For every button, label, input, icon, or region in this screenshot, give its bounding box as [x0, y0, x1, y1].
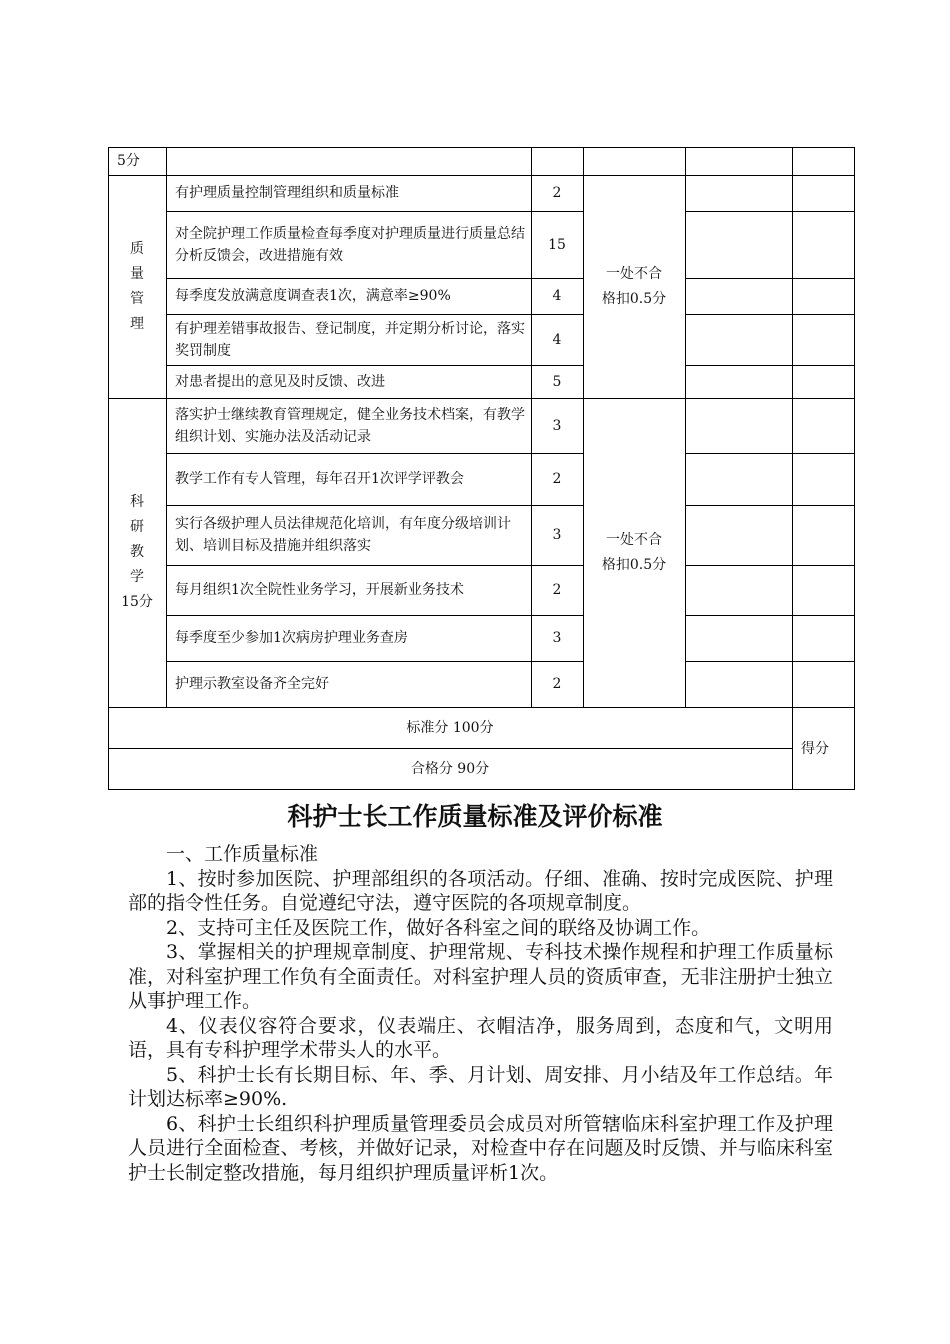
criterion-score: 3 — [552, 417, 562, 434]
table-rule — [685, 175, 686, 398]
remark-cell — [792, 314, 855, 365]
section-category-char: 学 — [130, 569, 144, 585]
section-category-char: 研 — [130, 519, 144, 535]
standard-paragraph: 5、科护士长有长期目标、年、季、月计划、周安排、月小结及年工作总结。年计划达标率≥90%. — [128, 1063, 833, 1110]
table-rule — [583, 398, 584, 707]
section-deduction-rule — [583, 398, 685, 707]
assessment-cell — [685, 175, 792, 211]
section-deduction-rule — [583, 175, 685, 398]
criterion-score: 15 — [548, 236, 566, 253]
criterion-score: 2 — [552, 185, 562, 201]
standard-paragraph: 6、科护士长组织科护理质量管理委员会成员对所管辖临床科室护理工作及护理人员进行全面检查、考核，并做好记录，对检查中存在问题及时反馈、并与临床科室护士长制定整改措施，每月组织护理质量评析1次。 — [128, 1112, 833, 1184]
remark-cell — [792, 365, 855, 398]
deduction-rule-line: 格扣0.5分 — [601, 556, 667, 573]
remark-cell — [792, 505, 855, 565]
criterion-text: 实行各级护理人员法律规范化培训，有年度分级培训计划、培训目标及措施并组织落实 — [175, 516, 511, 554]
section-category-char: 量 — [130, 265, 144, 282]
document-body — [128, 842, 833, 1185]
criterion-text: 落实护士继续教育管理规定，健全业务技术档案，有教学组织计划、实施办法及活动记录 — [175, 406, 525, 445]
assessment-cell — [685, 278, 792, 314]
remark-cell — [792, 278, 855, 314]
standard-paragraph: 1、按时参加医院、护理部组织的各项活动。仔细、准确、按时完成医院、护理部的指令性任务。自觉遵纪守法，遵守医院的各项规章制度。 — [128, 867, 833, 914]
table-rule — [108, 748, 792, 749]
criterion-text: 护理示教室设备齐全完好 — [175, 676, 329, 692]
deduction-rule-line: 一处不合 — [606, 531, 662, 548]
criterion-score: 4 — [552, 288, 562, 304]
table-rule — [583, 175, 584, 398]
table-rule — [583, 147, 584, 175]
section-category-char: 质 — [130, 240, 144, 257]
table-rule — [792, 175, 793, 398]
table-rule — [108, 147, 855, 148]
criterion-text: 每季度至少参加1次病房护理业务查房 — [175, 630, 408, 646]
evaluation-table — [108, 147, 855, 790]
criterion-text: 有护理质量控制管理组织和质量标准 — [175, 185, 399, 201]
section-category-char: 管 — [130, 290, 144, 307]
criterion-score: 3 — [552, 630, 562, 646]
assessment-cell — [685, 398, 792, 453]
table-rule — [685, 398, 686, 707]
criterion-text: 对全院护理工作质量检查每季度对护理质量进行质量总结分析反馈会，改进措施有效 — [175, 225, 525, 264]
section-category — [108, 398, 166, 707]
criterion-score: 2 — [552, 471, 562, 487]
earned-score-label: 得分 — [801, 740, 829, 757]
remark-cell — [792, 615, 855, 661]
table-rule — [531, 175, 532, 398]
document-title: 科护士长工作质量标准及评价标准 — [287, 802, 663, 831]
section-heading: 一、工作质量标准 — [166, 843, 319, 865]
assessment-cell — [685, 615, 792, 661]
assessment-cell — [685, 453, 792, 505]
table-rule — [531, 147, 532, 175]
assessment-cell — [685, 565, 792, 615]
remark-cell — [792, 453, 855, 505]
standard-paragraph: 4、仪表仪容符合要求，仪表端庄、衣帽洁净，服务周到，态度和气，文明用语，具有专科护理学术带头人的水平。 — [128, 1014, 833, 1061]
criterion-text: 教学工作有专人管理，每年召开1次评学评教会 — [175, 471, 464, 487]
section-category-char: 15分 — [121, 594, 153, 610]
table-rule — [166, 398, 167, 707]
table-rule — [166, 175, 167, 398]
assessment-cell — [685, 505, 792, 565]
assessment-cell — [685, 211, 792, 278]
remark-cell — [792, 565, 855, 615]
criterion-score: 5 — [552, 373, 562, 390]
section-category — [108, 175, 166, 398]
table-rule — [166, 147, 167, 175]
remark-cell — [792, 398, 855, 453]
table-cell-category-top: 5分 — [117, 153, 140, 169]
criterion-score: 4 — [552, 331, 562, 348]
deduction-rule-line: 一处不合 — [606, 265, 662, 282]
pass-score: 合格分 90分 — [410, 761, 490, 777]
criterion-text: 每季度发放满意度调查表1次，满意率≥90% — [175, 288, 451, 304]
section-category-char: 科 — [130, 494, 144, 510]
criterion-text: 对患者提出的意见及时反馈、改进 — [175, 373, 385, 390]
remark-cell — [792, 211, 855, 278]
table-rule — [792, 707, 793, 790]
assessment-cell — [685, 365, 792, 398]
standard-paragraph: 3、掌握相关的护理规章制度、护理常规、专科技术操作规程和护理工作质量标准，对科室护理工作负有全面责任。对科室护理人员的资质审查，无非注册护士独立从事护理工作。 — [128, 941, 833, 1012]
table-rule — [792, 147, 793, 175]
section-category-char: 理 — [130, 315, 144, 332]
standard-score: 标准分 100分 — [406, 719, 494, 736]
criterion-text: 每月组织1次全院性业务学习，开展新业务技术 — [175, 582, 464, 598]
criterion-text: 有护理差错事故报告、登记制度，并定期分析讨论，落实奖罚制度 — [175, 320, 525, 359]
remark-cell — [792, 175, 855, 211]
table-rule — [531, 398, 532, 707]
table-rule — [685, 147, 686, 175]
table-rule — [792, 398, 793, 707]
section-category-char: 教 — [130, 544, 144, 560]
assessment-cell — [685, 314, 792, 365]
remark-cell — [792, 661, 855, 707]
assessment-cell — [685, 661, 792, 707]
standard-paragraph: 2、支持可主任及医院工作，做好各科室之间的联络及协调工作。 — [166, 916, 711, 939]
criterion-score: 3 — [552, 527, 562, 543]
criterion-score: 2 — [552, 676, 562, 692]
deduction-rule-line: 格扣0.5分 — [601, 290, 667, 307]
criterion-score: 2 — [552, 582, 562, 598]
